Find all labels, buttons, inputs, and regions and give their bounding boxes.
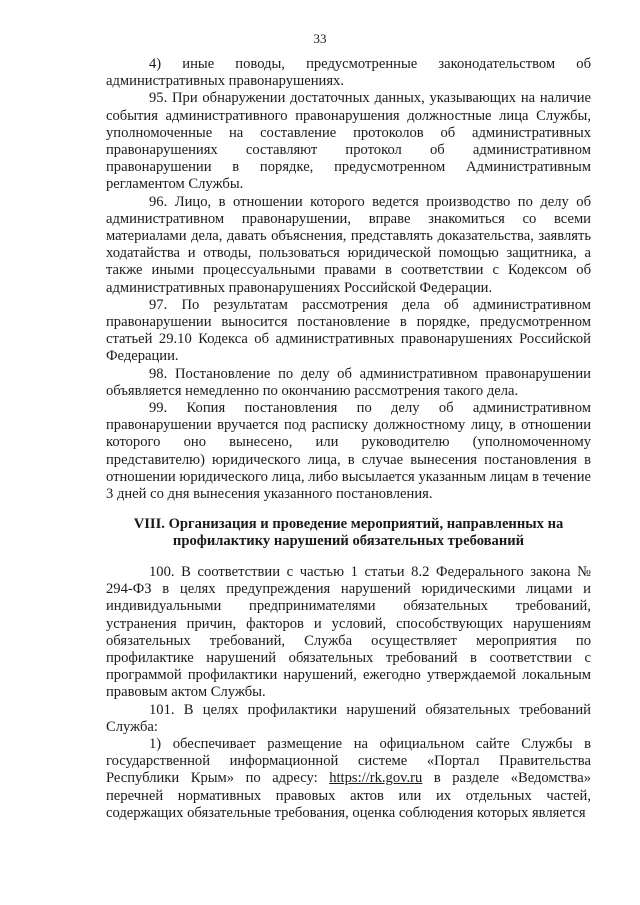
body-text-upper xyxy=(106,56,591,503)
portal-link[interactable]: https://rk.gov.ru xyxy=(329,770,423,787)
section-heading-block xyxy=(106,516,591,550)
paragraph-97: 97. По результатам рассмотрения дела об административном правонарушении выносится постановление в порядке, предусмотренном статьей 29.10 Кодекса об административных правонарушениях Российской Федерации. xyxy=(106,296,591,365)
paragraph-100: 100. В соответствии с частью 1 статьи 8.2 Федерального закона № 294-ФЗ в целях предупреждения нарушений юридическими лицами и индивидуальными предпринимателями обязательных требований, устранения причин, факторов и условий, способствующих нарушениям обязательных требований, Служба осуществляет мероприятия по профилактике нарушений обязательных требований в соответствии с программой профилактики нарушений, ежегодно утверждаемой локальным правовым актом Службы. xyxy=(106,564,591,701)
paragraph-101-item-1 xyxy=(106,736,591,822)
paragraph-98: 98. Постановление по делу об административном правонарушении объявляется немедленно по окончанию рассмотрения такого дела. xyxy=(106,365,591,399)
paragraph-96: 96. Лицо, в отношении которого ведется производство по делу об административном правонарушении, вправе знакомиться со всеми материалами дела, давать объяснения, представлять доказательства, заявлять ходатайства и отводы, пользоваться юридической помощью защитника, а также иными процессуальными правами в соответствии с Кодексом об административных правонарушениях Российской Федерации. xyxy=(106,193,591,296)
paragraph-95: 95. При обнаружении достаточных данных, указывающих на наличие события административного правонарушения должностные лица Службы, уполномоченные на составление протоколов об административных правонарушениях составляют протокол об административном правонарушении в порядке, предусмотренном Административным регламентом Службы. xyxy=(106,90,591,193)
body-text-lower xyxy=(106,564,591,822)
paragraph-text: 1) обеспечивает размещение на официальном сайте Службы в государственной информационной системе «Портал Правительства Республики Крым» по адресу: xyxy=(106,736,591,787)
paragraph-99: 99. Копия постановления по делу об административном правонарушении вручается под расписку должностному лицу, в отношении которого оно вынесено, или руководителю (уполномоченному представителю) юридического лица, в случае вынесения постановления в отношении юридического лица, либо высылается указанным лицам в течение 3 дней со дня вынесения указанного постановления. xyxy=(106,400,591,503)
paragraph-item-4: 4) иные поводы, предусмотренные законодательством об административных правонарушениях. xyxy=(106,56,591,90)
paragraph-101: 101. В целях профилактики нарушений обязательных требований Служба: xyxy=(106,701,591,735)
page-number: 33 xyxy=(313,31,327,46)
paragraph-text-cont: в разделе «Ведомства» перечней нормативных правовых актов или их отдельных частей, содержащих обязательные требования, оценка соблюдения которых является xyxy=(106,770,591,821)
section-heading: VIII. Организация и проведение мероприятий, направленных на профилактику нарушений обязательных требований xyxy=(133,516,564,550)
